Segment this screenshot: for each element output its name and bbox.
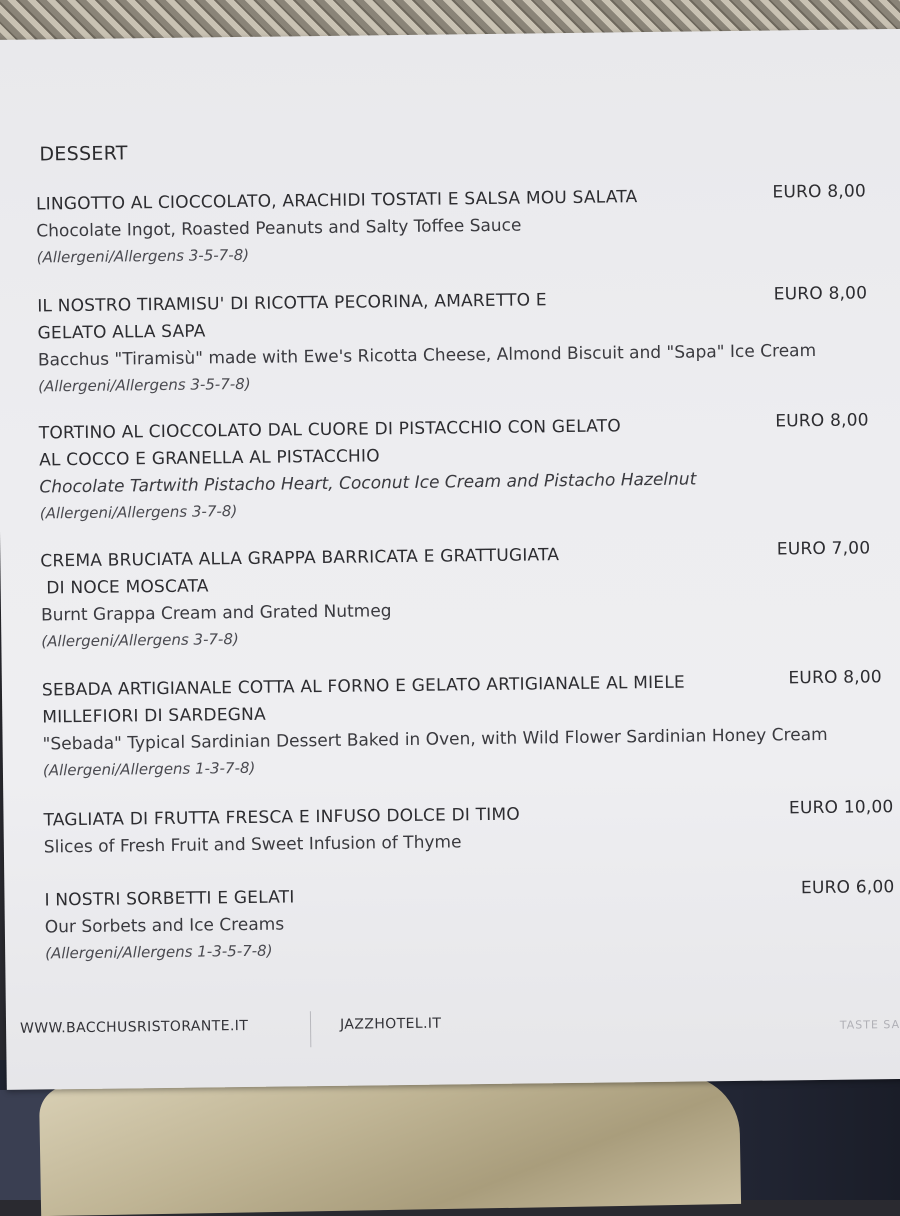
item-price: EURO 10,00: [788, 797, 894, 819]
menu-item: [42, 667, 883, 783]
item-name-en: Bacchus "Tiramisù" made with Ewe's Ricotta Cheese, Almond Biscuit and "Sapa" Ice Cream: [37, 340, 817, 371]
menu-item: [44, 877, 895, 966]
menu-footer: [20, 1004, 900, 1055]
item-name-it: TORTINO AL CIOCCOLATO DAL CUORE DI PISTACCHIO CON GELATO: [38, 416, 622, 444]
item-name-it-cont: DI NOCE MOSCATA: [40, 576, 209, 599]
menu-item: [43, 797, 894, 860]
footer-tagline: TASTE SA: [839, 1018, 900, 1032]
item-allergens: (Allergeni/Allergens 3-5-7-8): [36, 245, 250, 267]
item-name-en: Chocolate Ingot, Roasted Peanuts and Salty Toffee Sauce: [36, 215, 522, 242]
item-name-en: Chocolate Tartwith Pistacho Heart, Coconut Ice Cream and Pistacho Hazelnut: [39, 469, 697, 498]
item-name-en: Burnt Grappa Cream and Grated Nutmeg: [40, 601, 392, 626]
footer-divider: [310, 1011, 311, 1047]
napkin: [39, 1074, 741, 1216]
item-name-it: LINGOTTO AL CIOCCOLATO, ARACHIDI TOSTATI E SALSA MOU SALATA: [35, 187, 638, 215]
item-name-en: "Sebada" Typical Sardinian Dessert Baked in Oven, with Wild Flower Sardinian Honey Cream: [42, 724, 828, 755]
item-name-en: Our Sorbets and Ice Creams: [44, 914, 285, 938]
item-price: EURO 8,00: [775, 410, 869, 432]
item-price: EURO 8,00: [773, 283, 868, 305]
website-link: WWW.BACCHUSRISTORANTE.IT: [19, 1017, 249, 1037]
item-name-it-cont: GELATO ALLA SAPA: [37, 321, 206, 344]
item-name-it: CREMA BRUCIATA ALLA GRAPPA BARRICATA E GRATTUGIATA: [40, 545, 560, 572]
item-price: EURO 8,00: [772, 181, 867, 203]
item-name-it: I NOSTRI SORBETTI E GELATI: [44, 887, 295, 911]
item-allergens: (Allergeni/Allergens 1-3-5-7-8): [45, 941, 273, 963]
menu-item: [37, 283, 868, 399]
menu-item: [36, 181, 867, 270]
item-name-en: Slices of Fresh Fruit and Sweet Infusion of Thyme: [43, 832, 462, 858]
item-name-it: SEBADA ARTIGIANALE COTTA AL FORNO E GELATO ARTIGIANALE AL MIELE: [41, 672, 685, 701]
item-allergens: (Allergeni/Allergens 3-7-8): [41, 630, 239, 651]
item-allergens: (Allergeni/Allergens 1-3-7-8): [42, 758, 256, 780]
item-name-it: TAGLIATA DI FRUTTA FRESCA E INFUSO DOLCE DI TIMO: [43, 804, 521, 831]
item-allergens: (Allergeni/Allergens 3-7-8): [39, 502, 238, 523]
menu-item: [40, 538, 871, 654]
hotel-link: JAZZHOTEL.IT: [339, 1015, 442, 1033]
item-price: EURO 8,00: [788, 667, 882, 689]
item-name-it-cont: MILLEFIORI DI SARDEGNA: [42, 704, 266, 728]
menu-section-heading: DESSERT: [39, 142, 128, 166]
item-name-it-cont: AL COCCO E GRANELLA AL PISTACCHIO: [39, 446, 380, 471]
menu-item: [39, 410, 870, 526]
item-allergens: (Allergeni/Allergens 3-5-7-8): [38, 374, 251, 396]
item-price: EURO 6,00: [800, 877, 895, 899]
item-price: EURO 7,00: [776, 538, 871, 560]
item-name-it: IL NOSTRO TIRAMISU' DI RICOTTA PECORINA, AMARETTO E: [37, 290, 547, 317]
menu-page: [0, 29, 900, 1090]
